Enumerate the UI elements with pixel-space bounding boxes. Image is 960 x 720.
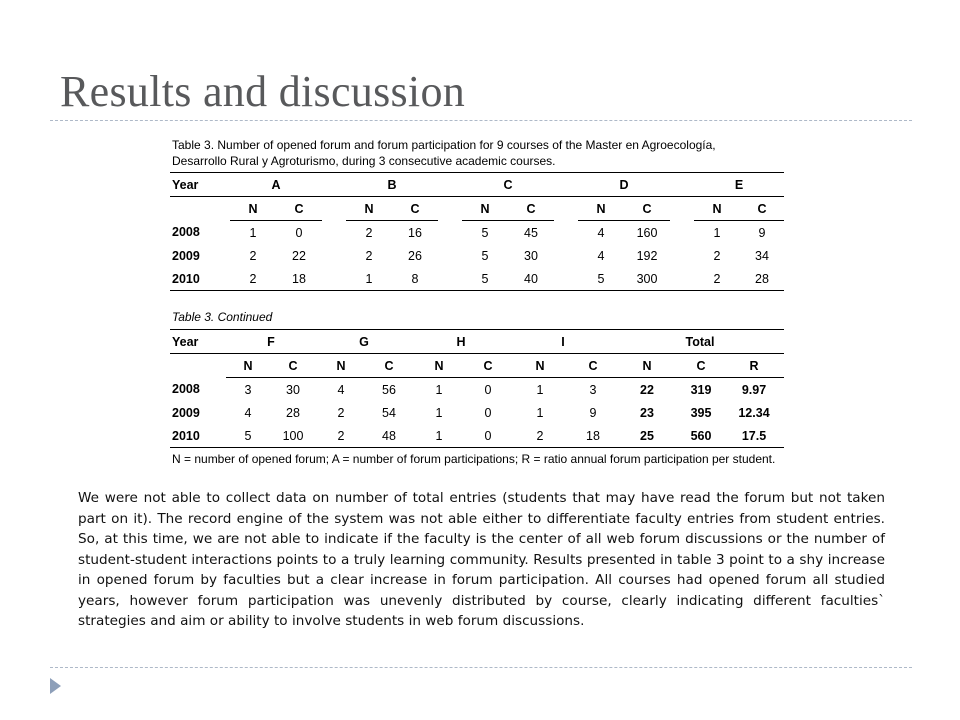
cell: 5 — [578, 267, 624, 291]
cell: 1 — [346, 267, 392, 291]
sub-header-n: N — [412, 354, 466, 378]
table-3 — [170, 172, 784, 291]
sub-header-n: N — [316, 354, 366, 378]
cell: 9 — [758, 225, 766, 240]
cell: 48 — [366, 424, 412, 448]
table2-sub-header-row — [170, 354, 784, 378]
cell: 1 — [536, 405, 544, 420]
cell: 4 — [597, 248, 605, 263]
cell: 2 — [510, 424, 570, 448]
year-header: Year — [170, 173, 224, 197]
cell: 5 — [226, 424, 270, 448]
cell: 18 — [276, 267, 322, 291]
cell: 30 — [524, 248, 538, 263]
sub-header-n: N — [346, 197, 392, 221]
cell: 100 — [270, 424, 316, 448]
cell: 18 — [570, 424, 616, 448]
group-header-h: H — [412, 330, 510, 354]
cell: 22 — [640, 382, 654, 397]
group-header-c: C — [462, 173, 554, 197]
sub-header-c: C — [466, 354, 510, 378]
sub-header-c: C — [678, 354, 724, 378]
cell: 5 — [462, 267, 508, 291]
cell: 2 — [365, 248, 373, 263]
sub-header-c: C — [624, 197, 670, 221]
cell: 23 — [640, 405, 654, 420]
sub-header-r: R — [724, 354, 784, 378]
cell: 1 — [249, 225, 257, 240]
cell: 54 — [382, 405, 396, 420]
year-cell: 2009 — [172, 248, 200, 263]
cell: 2 — [337, 405, 345, 420]
cell: 319 — [690, 382, 712, 397]
sub-header-c: C — [366, 354, 412, 378]
group-header-e: E — [694, 173, 784, 197]
table-row — [170, 401, 784, 424]
table-row — [170, 378, 784, 402]
table-footnote: N = number of opened forum; A = number of forum participations; R = ratio annual forum participation per student. — [172, 452, 776, 466]
cell: 0 — [484, 405, 492, 420]
cell: 9 — [589, 405, 597, 420]
cell: 2 — [365, 225, 373, 240]
cell: 2 — [316, 424, 366, 448]
footer-divider — [50, 667, 912, 668]
year-cell: 2008 — [172, 225, 200, 240]
group-header-f: F — [226, 330, 316, 354]
table2-group-header-row — [170, 330, 784, 354]
cell: 0 — [484, 382, 492, 397]
cell: 4 — [244, 405, 252, 420]
slide-title: Results and discussion — [60, 67, 466, 116]
table-row — [170, 221, 784, 245]
cell: 2 — [230, 267, 276, 291]
cell: 1 — [412, 424, 466, 448]
cell: 56 — [382, 382, 396, 397]
sub-header-n: N — [510, 354, 570, 378]
cell: 28 — [286, 405, 300, 420]
cell: 1 — [435, 382, 443, 397]
year-cell: 2010 — [170, 424, 226, 448]
year-cell: 2008 — [172, 382, 200, 397]
sub-header-c: C — [276, 197, 322, 221]
cell: 8 — [392, 267, 438, 291]
cell: 300 — [624, 267, 670, 291]
cell: 160 — [636, 225, 658, 240]
cell: 5 — [481, 225, 489, 240]
cell: 28 — [740, 267, 784, 291]
cell: 4 — [337, 382, 345, 397]
group-header-i: I — [510, 330, 616, 354]
cell: 0 — [466, 424, 510, 448]
sub-header-c: C — [570, 354, 616, 378]
cell: 17.5 — [724, 424, 784, 448]
year-cell: 2010 — [170, 267, 224, 291]
cell: 26 — [408, 248, 422, 263]
cell: 30 — [286, 382, 300, 397]
cell: 560 — [678, 424, 724, 448]
title-divider — [50, 120, 912, 121]
cell: 1 — [713, 225, 721, 240]
group-header-d: D — [578, 173, 670, 197]
cell: 45 — [524, 225, 538, 240]
sub-header-n: N — [578, 197, 624, 221]
cell: 2 — [694, 267, 740, 291]
cell: 1 — [435, 405, 443, 420]
sub-header-n: N — [230, 197, 276, 221]
sub-header-c: C — [270, 354, 316, 378]
cell: 0 — [295, 225, 303, 240]
group-header-g: G — [316, 330, 412, 354]
group-header-b: B — [346, 173, 438, 197]
cell: 3 — [589, 382, 597, 397]
discussion-paragraph: We were not able to collect data on number of total entries (students that may have read the forum but not taken part on it). The record engine of the system was not able either to differentiate faculty entries from student entries. So, at this time, we are not able to indicate if the faculty is the center of all web forum discussions or the number of student-student interactions points to a truly learning community. Results presented in table 3 point to a shy increase in opened forum by faculties but a clear increase in forum participation. All courses had opened forum all studied years, however forum participation was unevenly distributed by course, clearly indicating different faculties` strategies and aim or ability to involve students in web forum discussions. — [78, 490, 885, 629]
table2-caption: Table 3. Continued — [172, 310, 273, 324]
group-header-a: A — [230, 173, 322, 197]
table-row — [170, 424, 784, 448]
cell: 9.97 — [741, 382, 767, 397]
sub-header-c: C — [740, 197, 784, 221]
triangle-bullet-icon — [50, 678, 61, 694]
cell: 4 — [597, 225, 605, 240]
cell: 34 — [755, 248, 769, 263]
year-cell: 2009 — [172, 405, 200, 420]
table-row — [170, 244, 784, 267]
cell: 25 — [616, 424, 678, 448]
cell: 12.34 — [738, 405, 770, 420]
sub-header-n: N — [226, 354, 270, 378]
cell: 5 — [481, 248, 489, 263]
table-3-continued — [170, 329, 784, 448]
cell: 192 — [636, 248, 658, 263]
group-header-total: Total — [616, 330, 784, 354]
cell: 2 — [249, 248, 257, 263]
cell: 1 — [536, 382, 544, 397]
cell: 16 — [408, 225, 422, 240]
table1-sub-header-row — [170, 197, 784, 221]
table1-group-header-row — [170, 173, 784, 197]
year-header: Year — [170, 330, 226, 354]
sub-header-c: C — [392, 197, 438, 221]
cell: 2 — [713, 248, 721, 263]
cell: 3 — [244, 382, 252, 397]
cell: 395 — [690, 405, 712, 420]
table1-caption: Table 3. Number of opened forum and forum participation for 9 courses of the Master en Agroecología, Desarrollo Rural y Agroturismo, during 3 consecutive academic courses. — [172, 138, 716, 168]
sub-header-n: N — [616, 354, 678, 378]
sub-header-n: N — [462, 197, 508, 221]
sub-header-n: N — [694, 197, 740, 221]
cell: 40 — [508, 267, 554, 291]
cell: 22 — [292, 248, 306, 263]
sub-header-c: C — [508, 197, 554, 221]
table-row — [170, 267, 784, 291]
